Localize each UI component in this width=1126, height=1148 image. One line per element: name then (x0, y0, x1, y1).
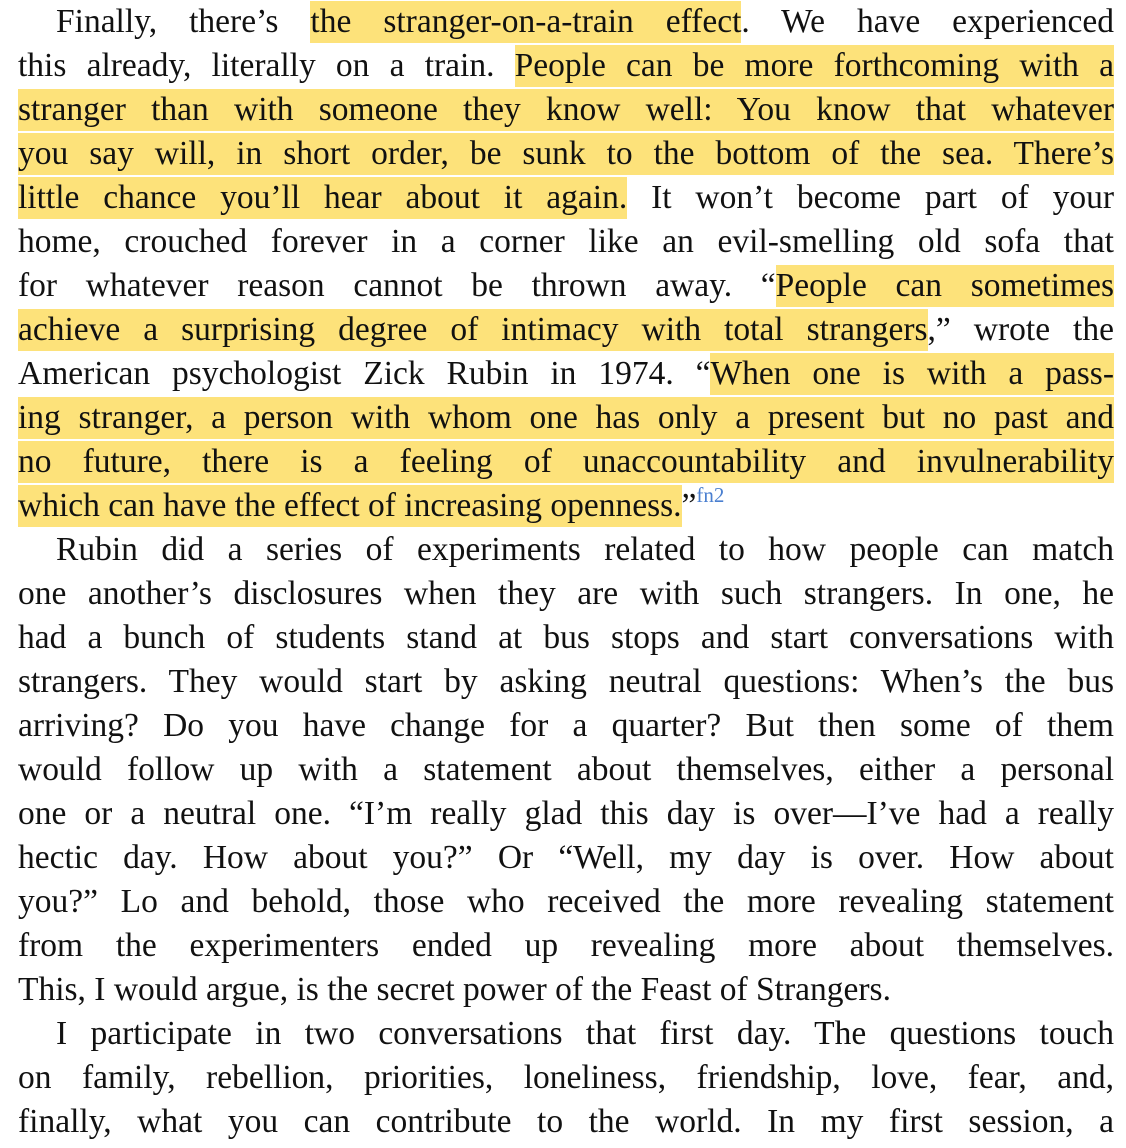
body-text: one or a neutral one. “I’m really glad this day is over—I’ve had a really (18, 795, 1114, 832)
text-line (18, 44, 1114, 88)
text-line (18, 1100, 1114, 1144)
text-line (18, 1056, 1114, 1100)
body-text: from the experimenters ended up revealing more about themselves. (18, 927, 1114, 964)
highlighted-text[interactable]: People can sometimes (776, 265, 1114, 307)
text-line (18, 132, 1114, 176)
paragraph (18, 528, 1114, 1012)
text-line (18, 836, 1114, 880)
text-line (18, 308, 1114, 352)
body-text: for whatever reason cannot be thrown away. “ (18, 267, 776, 304)
body-text: . We have experienced (741, 3, 1114, 40)
highlighted-text[interactable]: the stranger-on-a-train effect (310, 1, 741, 43)
body-text: strangers. They would start by asking neutral questions: When’s the bus (18, 663, 1114, 700)
text-line (18, 968, 1114, 1012)
body-text: would follow up with a statement about themselves, either a personal (18, 751, 1114, 788)
text-line (18, 264, 1114, 308)
footnote-link[interactable]: fn2 (696, 483, 725, 507)
body-text: finally, what you can contribute to the world. In my first session, a (18, 1103, 1114, 1140)
text-line (18, 528, 1114, 572)
text-line (18, 792, 1114, 836)
text-line (18, 616, 1114, 660)
text-line (18, 0, 1114, 44)
highlighted-text[interactable]: no future, there is a feeling of unaccountability and invulnerability (18, 441, 1114, 483)
body-text: I participate in two conversations that first day. The questions touch (56, 1015, 1114, 1052)
text-line (18, 484, 1114, 528)
text-line (18, 880, 1114, 924)
text-line (18, 220, 1114, 264)
text-line (18, 924, 1114, 968)
text-line (18, 88, 1114, 132)
paragraph (18, 0, 1114, 528)
body-text: ,” wrote the (927, 311, 1114, 348)
body-text: this already, literally on a train. (18, 47, 515, 84)
body-text: It won’t become part of your (627, 179, 1114, 216)
body-text: one another’s disclosures when they are with such strangers. In one, he (18, 575, 1114, 612)
body-text: Rubin did a series of experiments related to how people can match (56, 531, 1114, 568)
body-text: hectic day. How about you?” Or “Well, my day is over. How about (18, 839, 1114, 876)
text-line (18, 748, 1114, 792)
body-text: arriving? Do you have change for a quarter? But then some of them (18, 707, 1114, 744)
body-text: This, I would argue, is the secret power of the Feast of Strangers. (18, 971, 891, 1008)
text-line (18, 440, 1114, 484)
book-page (18, 0, 1114, 1144)
body-text: home, crouched forever in a corner like an evil-smelling old sofa that (18, 223, 1114, 260)
highlighted-text[interactable]: ing stranger, a person with whom one has only a present but no past and (18, 397, 1114, 439)
text-line (18, 660, 1114, 704)
text-line (18, 352, 1114, 396)
highlighted-text[interactable]: When one is with a pass- (710, 353, 1114, 395)
text-line (18, 396, 1114, 440)
highlighted-text[interactable]: which can have the effect of increasing openness. (18, 485, 682, 527)
paragraph (18, 1012, 1114, 1144)
text-line (18, 1012, 1114, 1056)
text-line (18, 572, 1114, 616)
text-line (18, 176, 1114, 220)
highlighted-text[interactable]: achieve a surprising degree of intimacy with total strangers (18, 309, 928, 351)
text-line (18, 704, 1114, 748)
body-text: ” (681, 487, 697, 524)
body-text: American psychologist Zick Rubin in 1974. “ (18, 355, 711, 392)
highlighted-text[interactable]: People can be more forthcoming with a (515, 45, 1114, 87)
highlighted-text[interactable]: little chance you’ll hear about it again. (18, 177, 627, 219)
highlighted-text[interactable]: stranger than with someone they know well: You know that whatever (18, 89, 1114, 131)
highlighted-text[interactable]: you say will, in short order, be sunk to the bottom of the sea. There’s (18, 133, 1114, 175)
body-text: had a bunch of students stand at bus stops and start conversations with (18, 619, 1114, 656)
body-text: Finally, there’s (56, 3, 311, 40)
body-text: you?” Lo and behold, those who received the more revealing statement (18, 883, 1114, 920)
body-text: on family, rebellion, priorities, loneliness, friendship, love, fear, and, (18, 1059, 1114, 1096)
